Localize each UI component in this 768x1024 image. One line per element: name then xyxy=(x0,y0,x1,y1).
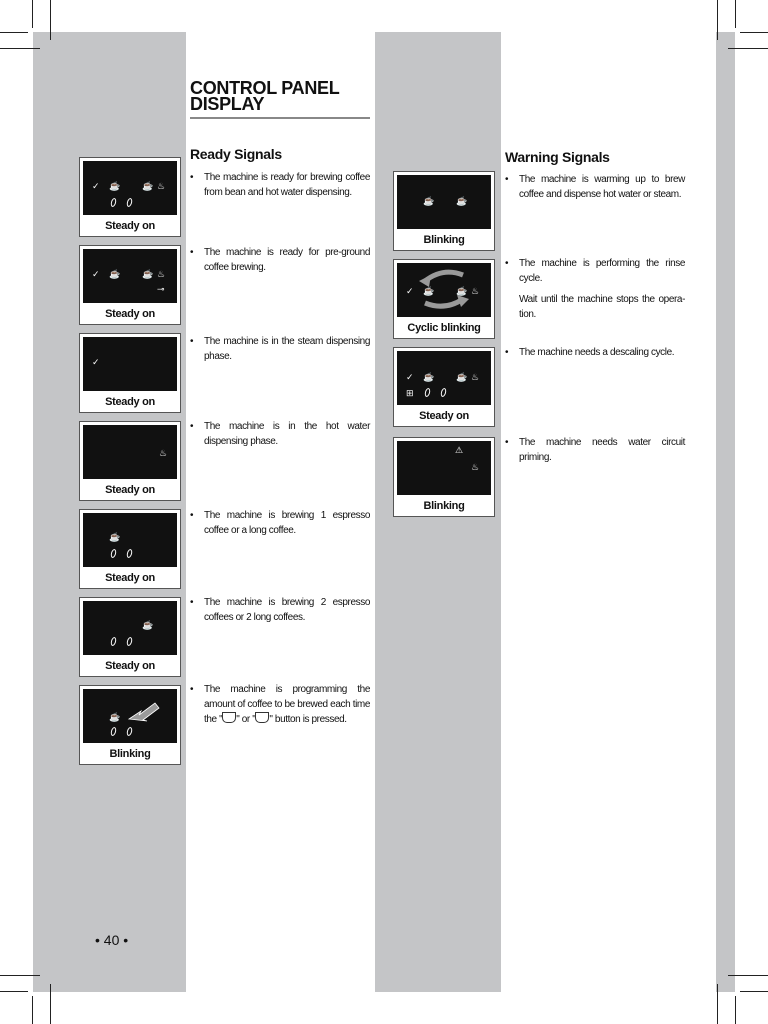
status-label: Blinking xyxy=(423,234,465,246)
status-label: Steady on xyxy=(419,410,469,422)
descale-icon: ⊞ xyxy=(406,388,414,398)
bullet-icon: • xyxy=(505,174,509,185)
single-coffee-button-icon xyxy=(222,712,236,723)
cup-icon: ☕ xyxy=(109,269,121,279)
ready-item-text: The machine is in the hot water dispensing phase. xyxy=(204,421,370,447)
cup-icon: ☕ xyxy=(423,286,435,296)
cup-icon: ☕ xyxy=(423,372,435,382)
warning-item-text: The machine is warming up to brew coffee and dispense hot water or steam. xyxy=(519,174,685,200)
coffee-bean-icon xyxy=(110,198,117,208)
coffee-bean-icon xyxy=(110,637,117,647)
long-coffee-button-icon xyxy=(255,712,269,723)
bullet-icon: • xyxy=(190,336,194,347)
steam-icon: ✓ xyxy=(92,181,100,191)
display-panel-ready-4 xyxy=(79,421,181,501)
cup-icon: ☕ xyxy=(109,712,121,722)
ready-item-4 xyxy=(190,419,370,449)
warning-item-2 xyxy=(505,256,685,322)
steam-icon: ✓ xyxy=(92,269,100,279)
bullet-icon: • xyxy=(190,684,194,695)
ready-item-text: The machine is brewing 2 espresso coffees or 2 long coffees. xyxy=(204,597,370,623)
display-panel-ready-5 xyxy=(79,509,181,589)
hot-water-icon: ♨ xyxy=(157,181,166,191)
ready-item-text: The machine is programming the amount of coffee to be brewed each time the " " or " " button is pressed. xyxy=(204,684,370,725)
pre-ground-scoop-icon: ⊸ xyxy=(157,284,165,294)
bullet-icon: • xyxy=(505,437,509,448)
bullet-icon: • xyxy=(190,172,194,183)
ready-item-6 xyxy=(190,595,370,625)
title-rule xyxy=(190,117,370,119)
ready-item-text: The machine is in the steam dispensing phase. xyxy=(204,336,370,362)
double-cup-icon: ☕ xyxy=(142,269,154,279)
double-cup-icon: ☕ xyxy=(456,286,468,296)
status-label: Steady on xyxy=(105,660,155,672)
steam-icon: ✓ xyxy=(92,357,100,367)
pointer-arrow-icon xyxy=(83,689,179,743)
double-cup-icon: ☕ xyxy=(456,372,468,382)
display-screen xyxy=(397,263,491,317)
bullet-icon: • xyxy=(190,421,194,432)
display-panel-ready-3 xyxy=(79,333,181,413)
ready-item-1 xyxy=(190,170,370,200)
hot-water-icon: ♨ xyxy=(471,286,480,296)
bullet-icon: • xyxy=(505,347,509,358)
bullet-icon: • xyxy=(190,247,194,258)
warning-item-subtext: Wait until the machine stops the opera-tion. xyxy=(519,294,685,320)
ready-item-3 xyxy=(190,334,370,364)
warning-icon: ⚠ xyxy=(455,445,464,455)
display-screen xyxy=(83,337,177,391)
ready-signals-heading: Ready Signals xyxy=(190,146,282,162)
warning-signals-heading: Warning Signals xyxy=(505,149,610,165)
steam-icon: ✓ xyxy=(406,286,414,296)
warning-item-4 xyxy=(505,435,685,465)
display-screen xyxy=(83,161,177,215)
display-panel-ready-2 xyxy=(79,245,181,325)
warning-item-text: The machine is performing the rinse cycle. xyxy=(519,258,685,284)
status-label: Steady on xyxy=(105,308,155,320)
display-panel-warning-3 xyxy=(393,347,495,427)
display-screen xyxy=(83,425,177,479)
bullet-icon: • xyxy=(505,258,509,269)
cup-icon: ☕ xyxy=(109,532,121,542)
status-label: Blinking xyxy=(109,748,151,760)
status-label: Cyclic blinking xyxy=(407,322,481,334)
cup-icon: ☕ xyxy=(423,196,435,206)
coffee-bean-icon xyxy=(126,198,133,208)
coffee-bean-icon xyxy=(110,549,117,559)
coffee-bean-icon xyxy=(126,549,133,559)
page-title: CONTROL PANEL DISPLAY xyxy=(190,78,340,114)
display-panel-warning-2 xyxy=(393,259,495,339)
hot-water-icon: ♨ xyxy=(471,462,480,472)
double-cup-icon: ☕ xyxy=(142,620,154,630)
display-panel-ready-7 xyxy=(79,685,181,765)
display-panel-ready-6 xyxy=(79,597,181,677)
display-panel-ready-1 xyxy=(79,157,181,237)
warning-item-1 xyxy=(505,172,685,202)
status-label: Steady on xyxy=(105,220,155,232)
double-cup-icon: ☕ xyxy=(142,181,154,191)
status-label: Steady on xyxy=(105,484,155,496)
coffee-bean-icon xyxy=(126,637,133,647)
bullet-icon: • xyxy=(190,510,194,521)
steam-icon: ✓ xyxy=(406,372,414,382)
hot-water-icon: ♨ xyxy=(471,372,480,382)
hot-water-icon: ♨ xyxy=(157,269,166,279)
display-panel-warning-4 xyxy=(393,437,495,517)
display-screen xyxy=(397,175,491,229)
ready-item-text: The machine is ready for pre-ground coffee brewing. xyxy=(204,247,370,273)
ready-item-2 xyxy=(190,245,370,275)
display-screen xyxy=(83,513,177,567)
coffee-bean-icon xyxy=(440,388,447,398)
display-screen xyxy=(83,249,177,303)
display-screen xyxy=(83,689,177,743)
page-number: • 40 • xyxy=(95,932,129,948)
display-screen xyxy=(83,601,177,655)
ready-item-7 xyxy=(190,682,370,727)
status-label: Blinking xyxy=(423,500,465,512)
right-gray-band xyxy=(716,32,735,992)
display-screen xyxy=(397,351,491,405)
hot-water-icon: ♨ xyxy=(159,448,168,458)
cup-icon: ☕ xyxy=(109,181,121,191)
ready-item-text: The machine is brewing 1 espresso coffee or a long coffee. xyxy=(204,510,370,536)
display-panel-warning-1 xyxy=(393,171,495,251)
warning-item-text: The machine needs water circuit priming. xyxy=(519,437,685,463)
coffee-bean-icon xyxy=(424,388,431,398)
warning-item-3 xyxy=(505,345,685,360)
ready-item-text: The machine is ready for brewing coffee from bean and hot water dispensing. xyxy=(204,172,370,198)
double-cup-icon: ☕ xyxy=(456,196,468,206)
status-label: Steady on xyxy=(105,396,155,408)
ready-item-5 xyxy=(190,508,370,538)
status-label: Steady on xyxy=(105,572,155,584)
bullet-icon: • xyxy=(190,597,194,608)
warning-item-text: The machine needs a descaling cycle. xyxy=(519,347,675,358)
display-screen xyxy=(397,441,491,495)
